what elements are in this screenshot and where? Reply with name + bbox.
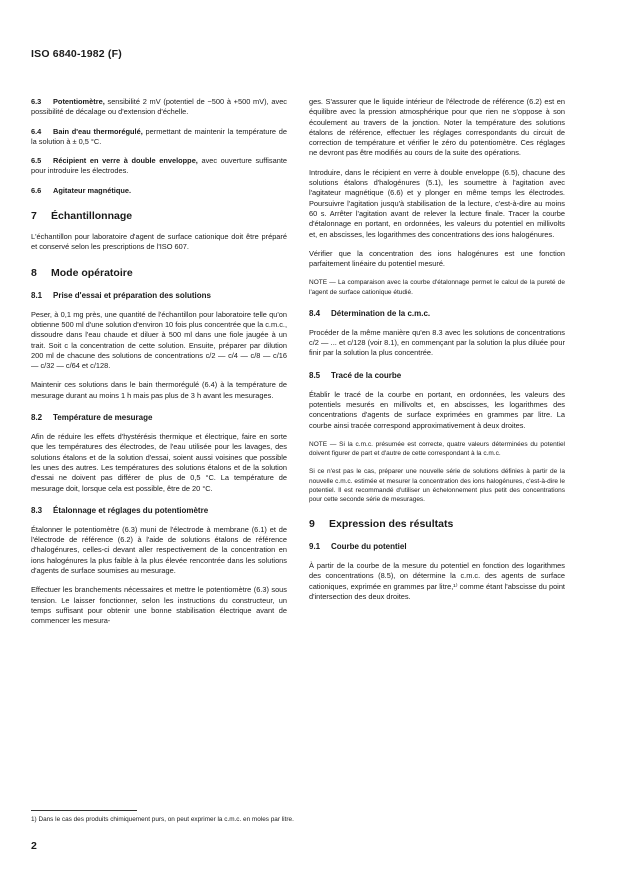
note-new-series: Si ce n'est pas le cas, préparer une nouvelle série de solutions définies à partir de la nouvelle c.m.c. estimée et mesurer la concentration des ions halogénures, c'est-à-dire le potentiel. Il est recommandé d'utiliser un échelonnement plus petit des concentrations pour cette seconde série de mesurages.: [309, 468, 565, 503]
section-8-heading: 8 Mode opératoire: [31, 266, 133, 279]
section-8-5-heading: 8.5 Tracé de la courbe: [309, 370, 402, 380]
footnote-rule: [31, 810, 137, 811]
page-number: 2: [31, 840, 37, 852]
note-calibration: NOTE — La comparaison avec la courbe d'étalonnage permet le calcul de la pureté de l'agent de surface cationique étudié.: [309, 279, 565, 296]
section-8-5-text: Établir le tracé de la courbe en portant, en ordonnées, les valeurs des potentiels mesurés en millivolts et, en abscisses, les logarithmes des concentrations d'agents de surface exprimées en grammes par litre. La courbe ainsi tracée correspond approximativement à deux droites.: [309, 389, 565, 430]
clause-text: permettant de maintenir la température de la solution à ± 0,5 °C.: [31, 126, 287, 146]
section-8-1-text-2: Maintenir ces solutions dans le bain thermorégulé (6.4) à la température de mesurage durant au moins 1 h mais pas plus de 3 h avant les mesurages.: [31, 380, 287, 400]
section-8-3-heading: 8.3 Étalonnage et réglages du potentiomètre: [31, 505, 209, 515]
document-header: ISO 6840-1982 (F): [31, 48, 122, 60]
introduction-text: Introduire, dans le récipient en verre à double enveloppe (6.5), chacune des solutions étalons d'halogénures (5.1), les soumettre à l'agitation avec l'agitateur magnétique (6.6) et y plonger en même temps les électrodes. Poursuivre l'agitation jusqu'à stabilisation de la lecture, c'est-à-dire au moins 60 s. Arrêter l'agitation avant de relever la lecture finale. Tracer la courbe d'étalonnage en portant, en ordonnées, les valeurs du potentiel en millivolts et, en abscisses, les logarithmes des concentrations des ions halogénures.: [309, 167, 565, 239]
clause-6-5: [31, 156, 287, 177]
section-8-2-heading: 8.2 Température de mesurage: [31, 413, 153, 423]
clause-number: 6.4: [31, 126, 42, 136]
verification-text: Vérifier que la concentration des ions halogénures est une fonction parfaitement linéaire du potentiel mesuré.: [309, 248, 565, 269]
section-9-heading: 9 Expression des résultats: [309, 518, 454, 531]
clause-number: 6.3: [31, 97, 42, 106]
section-8-1-heading: 8.1 Prise d'essai et préparation des solutions: [31, 290, 211, 300]
section-9-1-text: À partir de la courbe de la mesure du potentiel en fonction des logarithmes des concentrations (8.5), on détermine la c.m.c. des agents de surface cationiques, exprimée en grammes par litre,¹⁾ comme étant l'abscisse du point d'intersection des deux droites.: [309, 561, 565, 602]
section-7-heading: 7 Échantillonnage: [31, 210, 133, 223]
note-cmc: NOTE — Si la c.m.c. présumée est correcte, quatre valeurs déterminées du potentiel doivent figurer de part et d'autre de cette correspondant à la c.m.c.: [309, 440, 565, 458]
section-8-3-text: Étalonner le potentiomètre (6.3) muni de l'électrode à membrane (6.1) et de l'électrode de référence (6.2) à l'aide de solutions étalons de référence d'halogénures, celles-ci devant aller respectivement de la concentration en ions halogénures la plus faible à la plus élevée rencontrée dans les solutions d'agents de surface soumises au mesurage.: [31, 524, 287, 576]
section-8-1-text: Peser, à 0,1 mg près, une quantité de l'échantillon pour laboratoire telle qu'on obtienne 500 ml d'une solution d'environ 10 fois plus concentrée que la c.m.c., dissoudre dans l'eau chaude et diluer à 500 ml dans une fiole jaugée à un trait. Soit c la concentration de cette solution. Ensuite, préparer par dilution 200 ml de chacune des solutions de concentrations c/2 — c/4 — c/8 — c/16 — c/32 — c/64 et c/128.: [31, 309, 287, 371]
clause-6-3: [31, 97, 287, 118]
clause-title: Récipient en verre à double enveloppe,: [53, 156, 198, 166]
clause-6-6: [31, 186, 287, 196]
left-column: [31, 97, 287, 636]
clause-text: sensibilité 2 mV (potentiel de −500 à +500 mV), avec possibilité de décalage ou d'extension d'échelle.: [31, 97, 288, 117]
right-column: [309, 97, 565, 611]
section-8-2-text: Afin de réduire les effets d'hystérésis thermique et électrique, faire en sorte que les températures des électrodes, de l'eau utilisée pour les lavages, des solutions étalons et de la solution d'essai, soient aussi voisines que possible les unes des autres. Les températures des solutions étalons et de la solution d'essai ne doivent pas différer de plus de 0,5 °C. La température de mesurage doit, lorsque cela est possible, être de 20 °C.: [31, 432, 287, 493]
section-7-text: L'échantillon pour laboratoire d'agent de surface cationique doit être préparé et conservé selon les prescriptions de l'ISO 607.: [31, 232, 287, 252]
clause-number: 6.5: [31, 156, 42, 166]
continuation-text: ges. S'assurer que le liquide intérieur de l'électrode de référence (6.2) est en équilibre avec la pression atmosphérique pour que rien ne s'oppose à son écoulement au travers de la jonction. Noter la température des solutions étalons de référence, effectuer les réglages correspondants du circuit de correction de température et vérifier le zéro du potentiomètre. Ces réglages ne devront pas être modifiés au cours de la suite des opérations.: [309, 97, 565, 158]
clause-title: Potentiomètre,: [53, 97, 105, 106]
section-8-4-text: Procéder de la même manière qu'en 8.3 avec les solutions de concentrations c/2 — ... et c/128 (voir 8.1), en commençant par la solution la plus diluée pour finir par la solution la plus concentrée.: [309, 327, 565, 358]
section-9-1-heading: 9.1 Courbe du potentiel: [309, 542, 407, 552]
section-8-4-heading: 8.4 Détermination de la c.m.c.: [309, 308, 431, 318]
clause-title: Bain d'eau thermorégulé,: [53, 126, 143, 136]
footnote: 1) Dans le cas des produits chimiquement purs, on peut exprimer la c.m.c. en moles par litre.: [31, 816, 294, 823]
clause-title: Agitateur magnétique.: [53, 185, 132, 195]
clause-text: avec ouverture suffisante pour introduire les électrodes.: [31, 156, 287, 176]
clause-number: 6.6: [31, 185, 42, 195]
clause-6-4: [31, 127, 287, 148]
section-8-3-text-2: Effectuer les branchements nécessaires et mettre le potentiomètre (6.3) sous tension. Le laisser fonctionner, selon les instructions du constructeur, un temps suffisant pour obtenir une bonne stabilisation électrique avant de commencer les mesura-: [31, 585, 287, 626]
